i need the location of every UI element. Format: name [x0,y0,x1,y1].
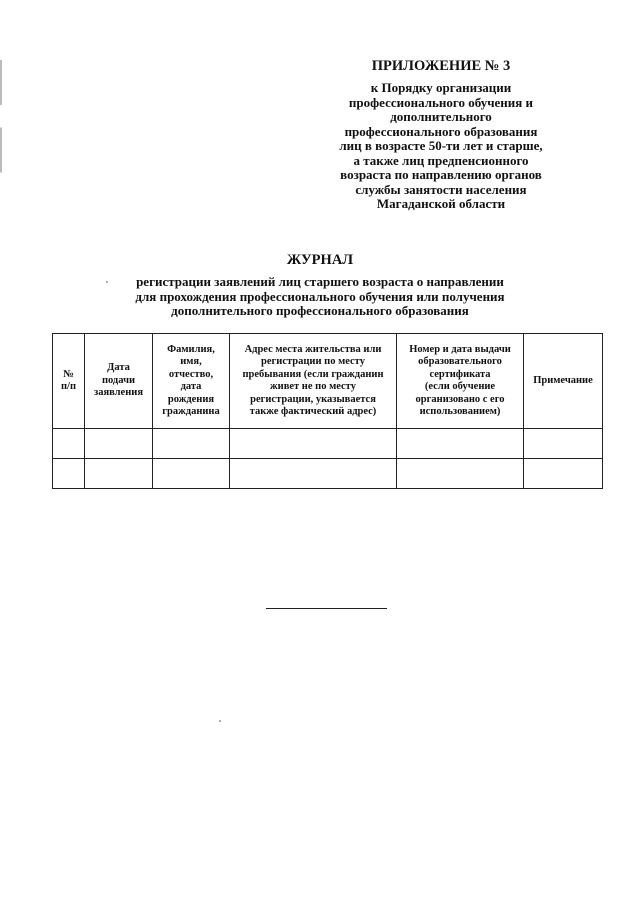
journal-subtitle-line: дополнительного профессионального образования [171,303,469,318]
appendix-block [316,58,566,212]
table-header-row [53,334,603,429]
appendix-line: Магаданской области [376,196,506,211]
table-cell [153,429,230,459]
appendix-line: лиц в возрасте 50-ти лет и старше, [339,138,543,153]
table-cell [230,429,397,459]
scan-speck [106,281,108,283]
column-header-address: Адрес места жительства или регистрации по месту пребывания (если гражданин живет не по месту регистрации, указывается также фактический адрес) [230,334,397,429]
registration-table [52,333,603,489]
scan-edge [0,60,2,210]
column-header-note: Примечание [524,334,603,429]
column-header-full-name: Фамилия, имя, отчество, дата рождения гражданина [153,334,230,429]
appendix-line: а также лиц предпенсионного [353,152,529,168]
appendix-line: к Порядку организации [370,80,512,95]
appendix-line: дополнительного [390,109,492,124]
table-cell [230,459,397,489]
column-header-number: № п/п [53,334,85,429]
appendix-title: ПРИЛОЖЕНИЕ № 3 [371,58,511,74]
closing-rule [266,608,387,609]
table-cell [53,459,85,489]
table-cell [524,429,603,459]
table-cell [524,459,603,489]
column-header-certificate: Номер и дата выдачи образовательного сертификата (если обучение организовано с его использованием) [397,334,524,429]
journal-subtitle [60,275,580,319]
appendix-line: возраста по направлению органов [340,167,542,182]
appendix-line: службы занятости населения [355,181,527,197]
column-header-date: Дата подачи заявления [85,334,153,429]
table-cell [53,429,85,459]
journal-heading [60,252,580,319]
table-cell [85,429,153,459]
table-cell [397,459,524,489]
journal-title: ЖУРНАЛ [286,252,354,268]
scan-speck [219,720,221,722]
appendix-text [316,81,566,212]
table-cell [397,429,524,459]
journal-subtitle-line: регистрации заявлений лиц старшего возраста о направлении [136,274,504,289]
appendix-line: профессионального образования [344,123,538,139]
table-row [53,459,603,489]
journal-subtitle-line: для прохождения профессионального обучения или получения [135,288,505,304]
table-cell [85,459,153,489]
appendix-line: профессионального обучения и [348,94,534,110]
table-row [53,429,603,459]
table-cell [153,459,230,489]
